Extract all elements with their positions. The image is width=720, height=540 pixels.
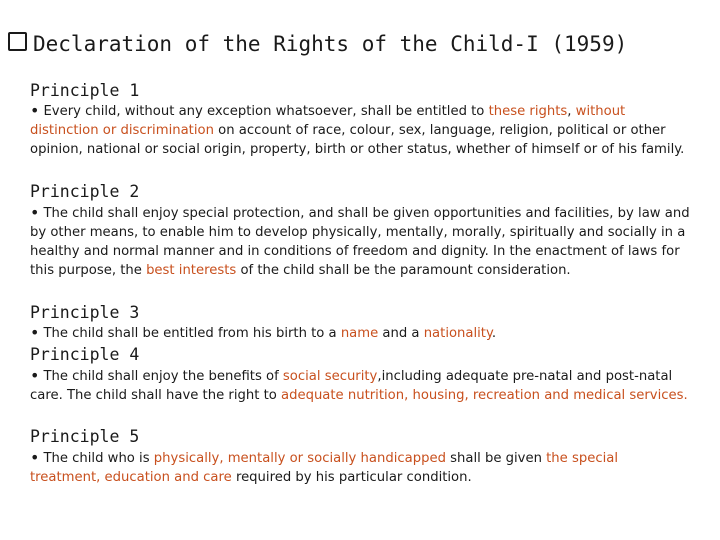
- highlighted-phrase: social security: [282, 369, 378, 384]
- text-segment: ,including adequate pre-natal and post-natal care. The child shall have the right to: [30, 369, 673, 404]
- principle-4-heading: Principle 4: [30, 345, 140, 364]
- slide-title: Declaration of the Rights of the Child-I (1959): [33, 32, 628, 56]
- principle-2-text: [30, 204, 690, 280]
- text-segment: .: [491, 326, 497, 341]
- highlighted-phrase: the special treatment, education and care: [30, 451, 618, 486]
- principle-5-text: [30, 449, 690, 487]
- principle-3-text: [30, 324, 690, 343]
- checkbox-bullet-icon: [8, 32, 27, 51]
- highlighted-phrase: adequate nutrition, housing, recreation and medical services.: [281, 388, 688, 404]
- principle-1-heading: Principle 1: [30, 81, 140, 100]
- highlighted-phrase: name: [340, 326, 379, 341]
- bullet-icon: •: [30, 323, 40, 342]
- bullet-icon: •: [30, 366, 40, 385]
- text-segment: The child who is: [43, 451, 154, 466]
- text-segment: and a: [378, 326, 424, 341]
- highlighted-phrase: nationality: [423, 326, 492, 341]
- principle-2-heading: Principle 2: [30, 182, 140, 201]
- slide-title-row: [8, 30, 627, 58]
- principle-3-heading: Principle 3: [30, 303, 140, 322]
- text-segment: The child shall enjoy special protection, and shall be given opportunities and facilities, by law and by other means, to enable him to develop physically, mentally, morally, spiritually and socially in a healthy and normal manner and in conditions of freedom and dignity. In the enactment of laws for this purpose, the: [30, 206, 690, 279]
- text-segment: required by his particular condition.: [231, 470, 472, 486]
- text-segment: of the child shall be the paramount consideration.: [236, 263, 571, 279]
- bullet-icon: •: [30, 448, 40, 467]
- highlighted-phrase: without distinction or discrimination: [30, 104, 626, 139]
- principle-1-text: [30, 102, 690, 159]
- text-segment: Every child, without any exception whatsoever, shall be entitled to: [43, 104, 489, 119]
- text-segment: The child shall be entitled from his birth to a: [43, 326, 341, 341]
- principle-5-heading: Principle 5: [30, 427, 140, 446]
- text-segment: The child shall enjoy the benefits of: [43, 369, 283, 384]
- highlighted-phrase: best interests: [146, 263, 237, 279]
- highlighted-phrase: physically, mentally or socially handicapped: [153, 451, 446, 466]
- bullet-icon: •: [30, 203, 40, 222]
- principle-4-text: [30, 367, 690, 405]
- text-segment: shall be given: [445, 451, 547, 466]
- bullet-icon: •: [30, 101, 40, 120]
- text-segment: on account of race, colour, sex, language, religion, political or other opinion, national or social origin, property, birth or other status, whether of himself or of his family.: [30, 123, 685, 158]
- text-segment: ,: [567, 104, 576, 119]
- highlighted-phrase: these rights: [488, 104, 568, 119]
